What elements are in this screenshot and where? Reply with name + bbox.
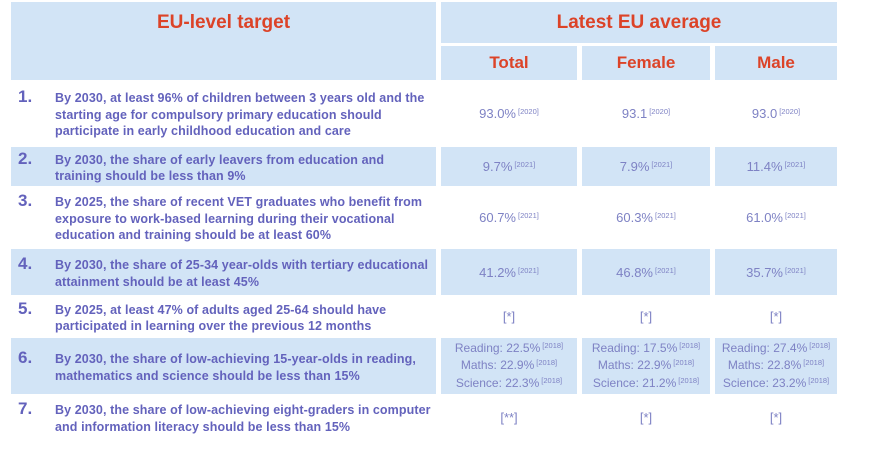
year-superscript: [2018]: [541, 375, 563, 385]
value-text: Maths: 22.9%: [597, 358, 672, 373]
value-text: 11.4%: [746, 159, 783, 174]
target-text: By 2030, the share of early leavers from education and training should be less than 9%: [55, 152, 385, 183]
target-text: By 2030, the share of 25-34 year-olds with tertiary educational attainment should be at least 45%: [55, 258, 429, 289]
year-superscript: [2020]: [779, 107, 801, 116]
target-row-inner: [11, 191, 436, 244]
year-superscript: [2018]: [803, 358, 825, 368]
year-superscript: [2018]: [809, 340, 831, 350]
value-cell-total: [441, 147, 577, 186]
value-text: Reading: 27.4%: [721, 340, 808, 355]
value: [592, 340, 700, 357]
value: [483, 159, 536, 174]
value-text: Reading: 22.5%: [454, 340, 541, 355]
target-cell: [11, 397, 436, 437]
column-header-female: Female: [582, 46, 710, 80]
value-text: [**]: [500, 409, 518, 425]
year-superscript: [2018]: [542, 340, 564, 350]
year-superscript: [2021]: [514, 160, 536, 169]
value-cell-male: [715, 397, 837, 437]
header-eu-level-target: EU-level target: [11, 2, 436, 80]
row-number: 6.: [18, 348, 33, 367]
value-cell-male: [715, 189, 837, 246]
value-cell-total: [441, 83, 577, 144]
value-text: 9.7%: [482, 159, 513, 174]
year-superscript: [2018]: [673, 358, 695, 368]
value-text: 93.0: [751, 106, 778, 121]
year-superscript: [2021]: [518, 211, 539, 220]
value-text: 41.2%: [479, 264, 516, 280]
target-cell: [11, 147, 436, 186]
header-latest-eu-average: Latest EU average: [441, 2, 837, 43]
value-text: 46.8%: [616, 264, 653, 280]
column-header-total: Total: [441, 46, 577, 80]
year-superscript: [2018]: [678, 375, 700, 385]
value: [500, 410, 517, 425]
target-text: By 2030, the share of low-achieving 15-year-olds in reading, mathematics and science should be less than 15%: [55, 352, 416, 383]
value-text: [*]: [639, 309, 653, 324]
value-cell-female: [582, 83, 710, 144]
target-row-inner: [11, 149, 436, 185]
target-cell: [11, 298, 436, 335]
value: [622, 106, 670, 121]
value-text: Science: 22.3%: [455, 375, 540, 390]
value: [747, 159, 806, 174]
value-text: [*]: [502, 309, 516, 324]
year-superscript: [2021]: [785, 265, 806, 275]
year-superscript: [2020]: [649, 107, 671, 116]
year-superscript: [2021]: [784, 160, 806, 169]
value: [770, 410, 782, 425]
value: [746, 265, 806, 280]
target-row-inner: [11, 254, 436, 290]
value: [746, 210, 806, 225]
target-text: By 2030, the share of low-achieving eight-graders in computer and information literacy should be less than 15%: [55, 403, 431, 434]
row-number: 2.: [18, 148, 33, 168]
value-cell-female: [582, 338, 710, 394]
value: [770, 309, 782, 324]
row-number: 3.: [18, 191, 33, 211]
row-number: 7.: [18, 399, 33, 418]
value: [640, 309, 652, 324]
value-cell-male: [715, 249, 837, 295]
value-text: 60.7%: [479, 210, 516, 225]
value-cell-male: [715, 83, 837, 144]
year-superscript: [2018]: [679, 340, 701, 350]
row-number: 4.: [18, 254, 33, 273]
value: [503, 309, 515, 324]
year-superscript: [2021]: [785, 211, 806, 220]
value-cell-male: [715, 147, 837, 186]
value-text: 60.3%: [616, 210, 653, 225]
target-text: By 2025, the share of recent VET graduates who benefit from exposure to work-based learning during their vocational education and training should be at least 60%: [55, 195, 423, 243]
value-cell-female: [582, 249, 710, 295]
value-cell-female: [582, 397, 710, 437]
year-superscript: [2018]: [536, 358, 558, 368]
value: [723, 375, 829, 392]
value-cell-total: [441, 298, 577, 335]
target-cell: [11, 189, 436, 246]
target-text: By 2030, at least 96% of children between 3 years old and the starting age for compulsory primary education should participate in early childhood education and care: [55, 91, 425, 139]
value-text: Maths: 22.9%: [460, 358, 535, 373]
value-cell-female: [582, 189, 710, 246]
target-row-inner: [11, 87, 436, 140]
value: [722, 340, 830, 357]
row-number: 5.: [18, 298, 33, 318]
year-superscript: [2021]: [518, 265, 539, 275]
value-text: Science: 21.2%: [592, 375, 677, 390]
value-cell-total: [441, 249, 577, 295]
value-text: 35.7%: [746, 264, 783, 280]
value-text: [*]: [769, 409, 783, 425]
value-cell-total: [441, 189, 577, 246]
value-text: 93.1: [621, 106, 648, 121]
target-row-inner: [11, 299, 436, 335]
value: [620, 159, 673, 174]
value: [455, 340, 563, 357]
value: [479, 210, 539, 225]
value: [728, 357, 824, 374]
value: [461, 357, 557, 374]
column-header-male: Male: [715, 46, 837, 80]
value-cell-male: [715, 298, 837, 335]
target-text: By 2025, at least 47% of adults aged 25-64 should have participated in learning over the previous 12 months: [55, 302, 387, 333]
value: [456, 375, 562, 392]
value-text: 61.0%: [746, 210, 783, 225]
value-cell-female: [582, 298, 710, 335]
value: [752, 106, 800, 121]
targets-table-grid: [11, 2, 837, 437]
value-cell-female: [582, 147, 710, 186]
year-superscript: [2021]: [655, 211, 676, 220]
value-cell-male: [715, 338, 837, 394]
value: [640, 410, 652, 425]
year-superscript: [2021]: [655, 265, 676, 275]
value: [598, 357, 694, 374]
value-cell-total: [441, 397, 577, 437]
row-number: 1.: [18, 87, 33, 107]
value-text: Science: 23.2%: [722, 375, 807, 390]
year-superscript: [2021]: [651, 160, 673, 169]
year-superscript: [2020]: [518, 107, 539, 116]
value-text: Reading: 17.5%: [591, 340, 678, 355]
value-text: 93.0%: [479, 106, 516, 121]
value-text: 7.9%: [619, 159, 650, 174]
value: [593, 375, 699, 392]
value-text: [*]: [639, 409, 653, 425]
value-text: Maths: 22.8%: [727, 358, 802, 373]
value-text: [*]: [769, 309, 783, 324]
value: [479, 106, 539, 121]
value: [479, 265, 539, 280]
value: [616, 210, 676, 225]
target-cell: [11, 83, 436, 144]
target-cell: [11, 249, 436, 295]
target-row-inner: [11, 399, 436, 435]
target-row-inner: [11, 348, 436, 384]
year-superscript: [2018]: [808, 375, 830, 385]
target-cell: [11, 338, 436, 394]
value-cell-total: [441, 338, 577, 394]
value: [616, 265, 676, 280]
